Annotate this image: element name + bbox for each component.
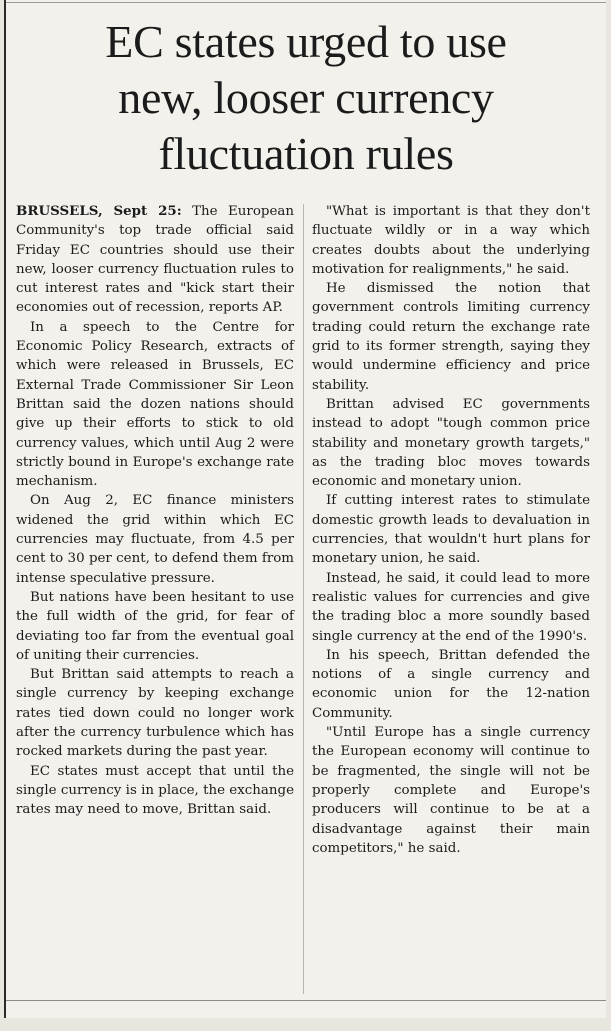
paragraph-text: The European Community's top trade official said Friday EC countries should use their new, looser currency fluctuation rules to cut interest rates and "kick start their economies out of recession, reports AP. [16,204,294,316]
headline-line-2: new, looser currency [118,72,494,123]
column-divider [303,204,304,994]
article-column-right [312,202,590,858]
article-column-left [16,202,294,820]
headline [6,14,606,182]
dateline: BRUSSELS, Sept 25: [16,203,182,219]
article-paragraph: But Brittan said attempts to reach a single currency by keeping exchange rates tied down could no longer work after the currency turbulence which has rocked markets during the past year. [16,667,294,760]
headline-line-1: EC states urged to use [105,16,507,67]
top-rule [6,2,606,3]
article-paragraph: If cutting interest rates to stimulate domestic growth leads to devaluation in currencies, that wouldn't hurt plans for monetary union, he said. [312,493,590,567]
article-paragraph: On Aug 2, EC finance ministers widened the grid within which EC currencies may fluctuate, from 4.5 per cent to 30 per cent, to defend them from intense speculative pressure. [16,493,294,586]
article-paragraph: "What is important is that they don't fluctuate wildly or in a way which creates doubts about the underlying motivation for realignments," he said. [312,204,590,277]
article-paragraph: Instead, he said, it could lead to more realistic values for currencies and give the trading bloc a more soundly based single currency at the end of the 1990's. [312,570,590,644]
article-paragraph: In his speech, Brittan defended the notions of a single currency and economic union for the 12-nation Community. [312,647,590,721]
article-paragraph: But nations have been hesitant to use the full width of the grid, for fear of deviating too far from the eventual goal of uniting their currencies. [16,589,294,663]
headline-line-3: fluctuation rules [158,128,454,179]
article-paragraph: EC states must accept that until the single currency is in place, the exchange rates may need to move, Brittan said. [16,763,294,818]
bottom-rule [6,1000,606,1001]
article-paragraph [16,202,294,318]
newspaper-clipping [4,0,606,1018]
article-paragraph: He dismissed the notion that government controls limiting currency trading could return the exchange rate grid to its former strength, saying they would undermine efficiency and price stability. [312,281,590,393]
article-paragraph: "Until Europe has a single currency the European economy will continue to be fragmented, the single will not be properly complete and Europe's producers will continue to be at a disadvantage against their main competitors," he said. [312,725,590,856]
article-paragraph: Brittan advised EC governments instead to adopt "tough common price stability and monetary growth targets," as the trading bloc moves towards economic and monetary union. [312,396,590,490]
article-paragraph: In a speech to the Centre for Economic Policy Research, extracts of which were released in Brussels, EC External Trade Commissioner Sir Leon Brittan said the dozen nations should give up their efforts to stick to old currency values, which until Aug 2 were strictly bound in Europe's exchange rate mechanism. [16,319,294,490]
